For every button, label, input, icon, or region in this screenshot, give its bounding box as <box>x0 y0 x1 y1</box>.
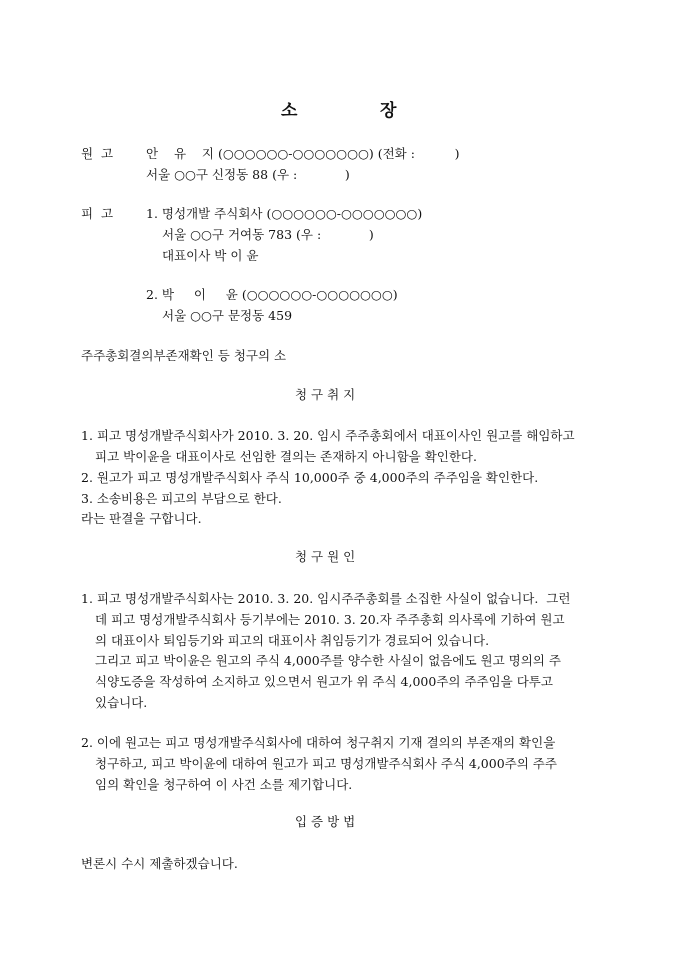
claim-cause-p1-line-6: 있습니다. <box>95 695 148 710</box>
case-name: 주주총회결의부존재확인 등 청구의 소 <box>81 348 287 363</box>
claim-purpose-closing: 라는 판결을 구합니다. <box>81 511 202 526</box>
defendant-1-name: 1. 명성개발 주식회사 (○○○○○○-○○○○○○○) <box>146 206 423 221</box>
claim-cause-p1-line-4: 그리고 피고 박이윤은 원고의 주식 4,000주를 양수한 사실이 없음에도 원고 명의의 주 <box>95 653 561 668</box>
claim-purpose-item-2: 2. 원고가 피고 명성개발주식회사 주식 10,000주 중 4,000주의 주주임을 확인한다. <box>81 470 539 485</box>
defendant-2-address: 서울 ○○구 문정동 459 <box>162 308 293 323</box>
claim-cause-p2-line-3: 임의 확인을 청구하여 이 사건 소를 제기합니다. <box>95 777 353 792</box>
claim-purpose-item-1-line-2: 피고 박이윤을 대표이사로 선임한 결의는 존재하지 아니함을 확인한다. <box>95 449 477 464</box>
claim-purpose-item-3: 3. 소송비용은 피고의 부담으로 한다. <box>81 491 282 506</box>
defendant-1-representative: 대표이사 박 이 윤 <box>162 248 259 263</box>
defendants-label: 피 고 <box>81 206 114 221</box>
defendant-1-address: 서울 ○○구 거여동 783 (우 : ) <box>162 227 374 242</box>
defendant-2-name: 2. 박 이 윤 (○○○○○○-○○○○○○○) <box>146 287 398 302</box>
claim-cause-p1-line-3: 의 대표이사 퇴임등기와 피고의 대표이사 취임등기가 경료되어 있습니다. <box>95 633 490 648</box>
evidence-text: 변론시 수시 제출하겠습니다. <box>81 856 238 871</box>
plaintiff-label: 원 고 <box>81 146 114 161</box>
evidence-heading: 입 증 방 법 <box>295 814 356 829</box>
claim-cause-heading: 청 구 원 인 <box>295 549 356 564</box>
document-title-char-2: 장 <box>380 101 397 121</box>
plaintiff-name-line: 안 유 지 (○○○○○○-○○○○○○○) (전화 : ) <box>146 146 460 161</box>
claim-cause-p2-line-2: 청구하고, 피고 박이윤에 대하여 원고가 피고 명성개발주식회사 주식 4,000주의 주주 <box>95 756 557 771</box>
document-title-char-1: 소 <box>281 101 298 121</box>
claim-cause-p1-line-1: 1. 피고 명성개발주식회사는 2010. 3. 20. 임시주주총회를 소집한 사실이 없습니다. 그런 <box>81 591 571 606</box>
claim-cause-p1-line-5: 식양도증을 작성하여 소지하고 있으면서 원고가 위 주식 4,000주의 주주임을 다투고 <box>95 674 553 689</box>
claim-purpose-item-1-line-1: 1. 피고 명성개발주식회사가 2010. 3. 20. 임시 주주총회에서 대표이사인 원고를 해임하고 <box>81 428 575 443</box>
claim-purpose-heading: 청 구 취 지 <box>295 387 356 402</box>
claim-cause-p2-line-1: 2. 이에 원고는 피고 명성개발주식회사에 대하여 청구취지 기재 결의의 부존재의 확인을 <box>81 735 556 750</box>
plaintiff-address: 서울 ○○구 신정동 88 (우 : ) <box>146 167 350 182</box>
claim-cause-p1-line-2: 데 피고 명성개발주식회사 등기부에는 2010. 3. 20.자 주주총회 의사록에 기하여 원고 <box>95 612 565 627</box>
